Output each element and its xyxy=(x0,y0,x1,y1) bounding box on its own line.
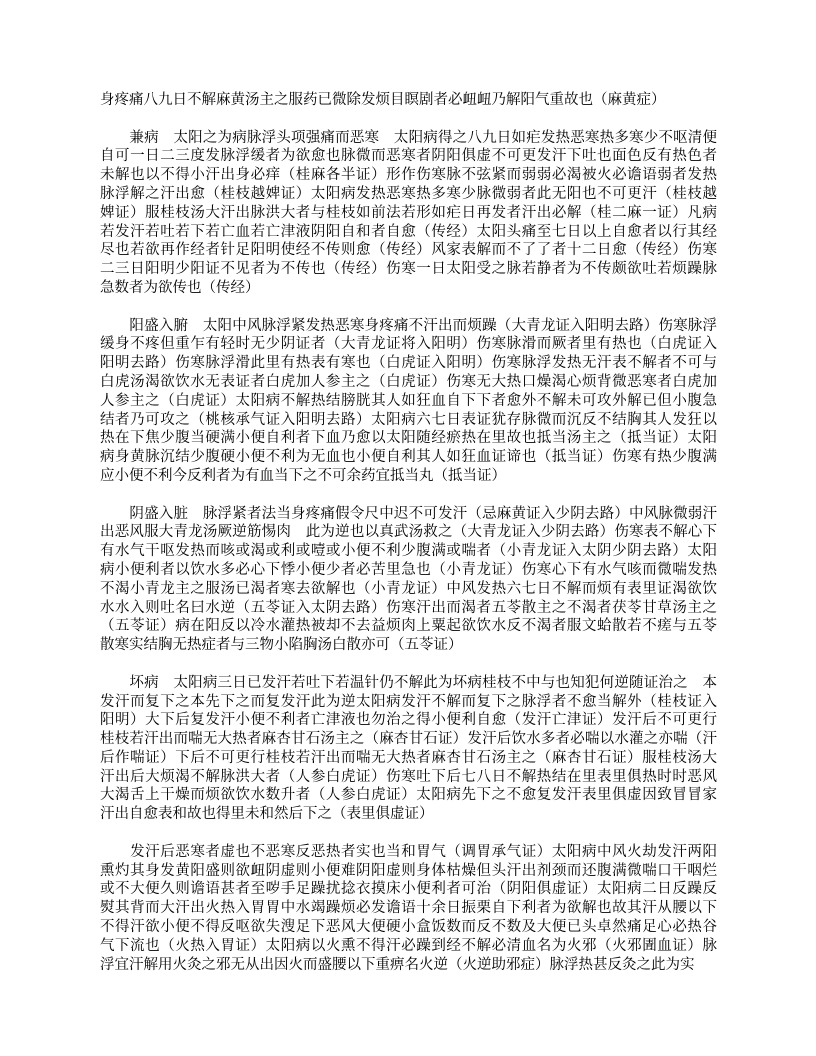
text-line: 出恶风服大青龙汤厥逆筋惕肉 此为逆也以真武汤救之（大青龙证入少阴去路）伤寒表不解心下 xyxy=(100,524,717,541)
text-line: 熨其背而大汗出火热入胃胃中水竭躁烦必发谵语十余日振栗自下利者为欲解也故其汗从腰以下 xyxy=(100,900,717,917)
paragraph-jian-bing xyxy=(100,129,717,298)
text-line: 大渴舌上干燥而烦欲饮水数升者（人参白虎证）太阳病先下之不愈复发汗表里俱虚因致冒冒家 xyxy=(100,787,717,804)
text-line: 自可一日二三度发脉浮缓者为欲愈也脉微而恶寒者阴阳俱虚不可更发汗下吐也面色反有热色者 xyxy=(100,148,717,165)
text-line: 发汗后恶寒者虚也不恶寒反恶热者实也当和胃气（调胃承气证）太阳病中风火劫发汗两阳 xyxy=(100,843,717,860)
text-line: 尽也若欲再作经者针足阳明使经不传则愈（传经）风家表解而不了了者十二日愈（传经）伤寒 xyxy=(100,242,717,259)
document-body xyxy=(100,91,717,974)
text-line: 热在下焦少腹当硬满小便自利者下血乃愈以太阳随经瘀热在里故也抵当汤主之（抵当证）太阳 xyxy=(100,430,717,447)
text-line: 散寒实结胸无热症者与三物小陷胸汤白散亦可（五苓证） xyxy=(100,637,463,654)
text-line: 病身黄脉沉结少腹硬小便不利为无血也小便自利其人如狂血证谛也（抵当证）伤寒有热少腹满 xyxy=(100,449,717,466)
text-line: 病小便利者以饮水多必心下悸小便少者必苦里急也（小青龙证）伤寒心下有水气咳而微喘发热 xyxy=(100,561,717,578)
text-line: 兼病 太阳之为病脉浮头项强痛而恶寒 太阳病得之八九日如疟发热恶寒热多寒少不呕清便 xyxy=(100,129,717,146)
text-line: 有水气干呕发热而咳或渴或利或噎或小便不利少腹满或喘者（小青龙证入太阴少阴去路）太阳 xyxy=(100,543,717,560)
text-line: 坏病 太阳病三日已发汗若吐下若温针仍不解此为坏病桂枝不中与也知犯何逆随证治之 本 xyxy=(100,674,717,691)
text-line: 熏灼其身发黄阳盛则欲衄阴虚则小便难阴阳虚则身体枯燥但头汗出剂颈而还腹满微喘口干咽烂 xyxy=(100,862,717,879)
text-line: 应小便不利今反利者为有血当下之不可余药宜抵当丸（抵当证） xyxy=(100,467,506,484)
text-line: 不渴小青龙主之服汤已渴者寒去欲解也（小青龙证）中风发热六七日不解而烦有表里证渴欲饮 xyxy=(100,580,717,597)
text-line: 汗出自愈表和故也得里未和然后下之（表里俱虚证） xyxy=(100,806,434,823)
text-line: 身疼痛八九日不解麻黄汤主之服药已微除发烦目瞑剧者必衄衄乃解阳气重故也（麻黄症） xyxy=(100,92,666,108)
text-line: 或不大便久则谵语甚者至哕手足躁扰捻衣摸床小便利者可治（阴阳俱虚证）太阳病二日反躁反 xyxy=(100,881,717,898)
paragraph-huai-bing xyxy=(100,674,717,824)
text-line: 缓身不疼但重乍有轻时无少阴证者（大青龙证将入阳明）伤寒脉滑而厥者里有热也（白虎证入 xyxy=(100,336,717,353)
text-line: 结者乃可攻之（桃核承气证入阳明去路）太阳病六七日表证犹存脉微而沉反不结胸其人发狂以 xyxy=(100,411,717,428)
text-line: 发汗而复下之本先下之而复发汗此为逆太阳病发汗不解而复下之脉浮者不愈当解外（桂枝证入 xyxy=(100,693,717,710)
text-line: 白虎汤渴欲饮水无表证者白虎加人参主之（白虎证）伤寒无大热口燥渴心烦背微恶寒者白虎加 xyxy=(100,373,717,390)
text-line: 阴盛入脏 脉浮紧者法当身疼痛假令尺中迟不可发汗（忌麻黄证入少阴去路）中风脉微弱汗 xyxy=(100,505,717,522)
text-line: 未解也以不得小汗出身必痒（桂麻各半证）形作伤寒脉不弦紧而弱弱必渴被火必谵语弱者发热 xyxy=(100,167,717,184)
text-line: 脉浮解之汗出愈（桂枝越婢证）太阳病发热恶寒热多寒少脉微弱者此无阳也不可更汗（桂枝越 xyxy=(100,185,717,202)
text-line: 阳明去路）伤寒脉浮滑此里有热表有寒也（白虎证入阳明）伤寒脉浮发热无汗表不解者不可与 xyxy=(100,355,717,372)
text-line: 阳盛入腑 太阳中风脉浮紧发热恶寒身疼痛不汗出而烦躁（大青龙证入阳明去路）伤寒脉浮 xyxy=(100,317,717,334)
paragraph-yin-sheng-ru-zang xyxy=(100,505,717,655)
text-line: 后作喘证）下后不可更行桂枝若汗出而喘无大热者麻杏甘石汤主之（麻杏甘石证）服桂枝汤大 xyxy=(100,749,717,766)
text-line: 浮宜汗解用火灸之邪无从出因火而盛腰以下重痹名火逆（火逆助邪症）脉浮热甚反灸之此为实 xyxy=(100,956,695,973)
text-line: 气下流也（火热入胃证）太阳病以火熏不得汗必躁到经不解必清血名为火邪（火邪圊血证）脉 xyxy=(100,937,717,954)
paragraph-fa-han-hou xyxy=(100,843,717,975)
text-line: 人参主之（白虎证）太阳病不解热结膀胱其人如狂血自下下者愈外不解未可攻外解已但小腹急 xyxy=(100,392,717,409)
text-line: 桂枝若汗出而喘无大热者麻杏甘石汤主之（麻杏甘石证）发汗后饮水多者必喘以水灌之亦喘（汗 xyxy=(100,731,717,748)
text-line: 若发汗若吐若下若亡血若亡津液阴阳自和者自愈（传经）太阳头痛至七日以上自愈者以行其经 xyxy=(100,223,717,240)
paragraph-mahuang-zheng-tail xyxy=(100,91,717,110)
text-line: 不得汗欲小便不得反呕欲失溲足下恶风大便硬小盒饭数而反不数及大便已头卓然痛足心必热谷 xyxy=(100,919,717,936)
text-line: 二三日阳明少阳证不见者为不传也（传经）伤寒一日太阳受之脉若静者为不传颇欲吐若烦躁脉 xyxy=(100,261,717,278)
text-line: 汗出后大烦渴不解脉洪大者（人参白虎证）伤寒吐下后七八日不解热结在里表里俱热时时恶风 xyxy=(100,768,717,785)
text-line: 婢证）服桂枝汤大汗出脉洪大者与桂枝如前法若形如疟日再发者汗出必解（桂二麻一证）凡病 xyxy=(100,204,717,221)
text-line: （五苓证）病在阳反以冷水灌热被却不去益烦肉上粟起欲饮水反不渴者服文蛤散若不瘥与五苓 xyxy=(100,618,717,635)
text-line: 阳明）大下后复发汗小便不利者亡津液也勿治之得小便利自愈（发汗亡津证）发汗后不可更行 xyxy=(100,712,717,729)
text-line: 急数者为欲传也（传经） xyxy=(100,279,260,296)
paragraph-yang-sheng-ru-fu xyxy=(100,317,717,486)
text-line: 水水入则吐名曰水逆（五苓证入太阴去路）伤寒汗出而渴者五苓散主之不渴者茯苓甘草汤主之 xyxy=(100,599,717,616)
